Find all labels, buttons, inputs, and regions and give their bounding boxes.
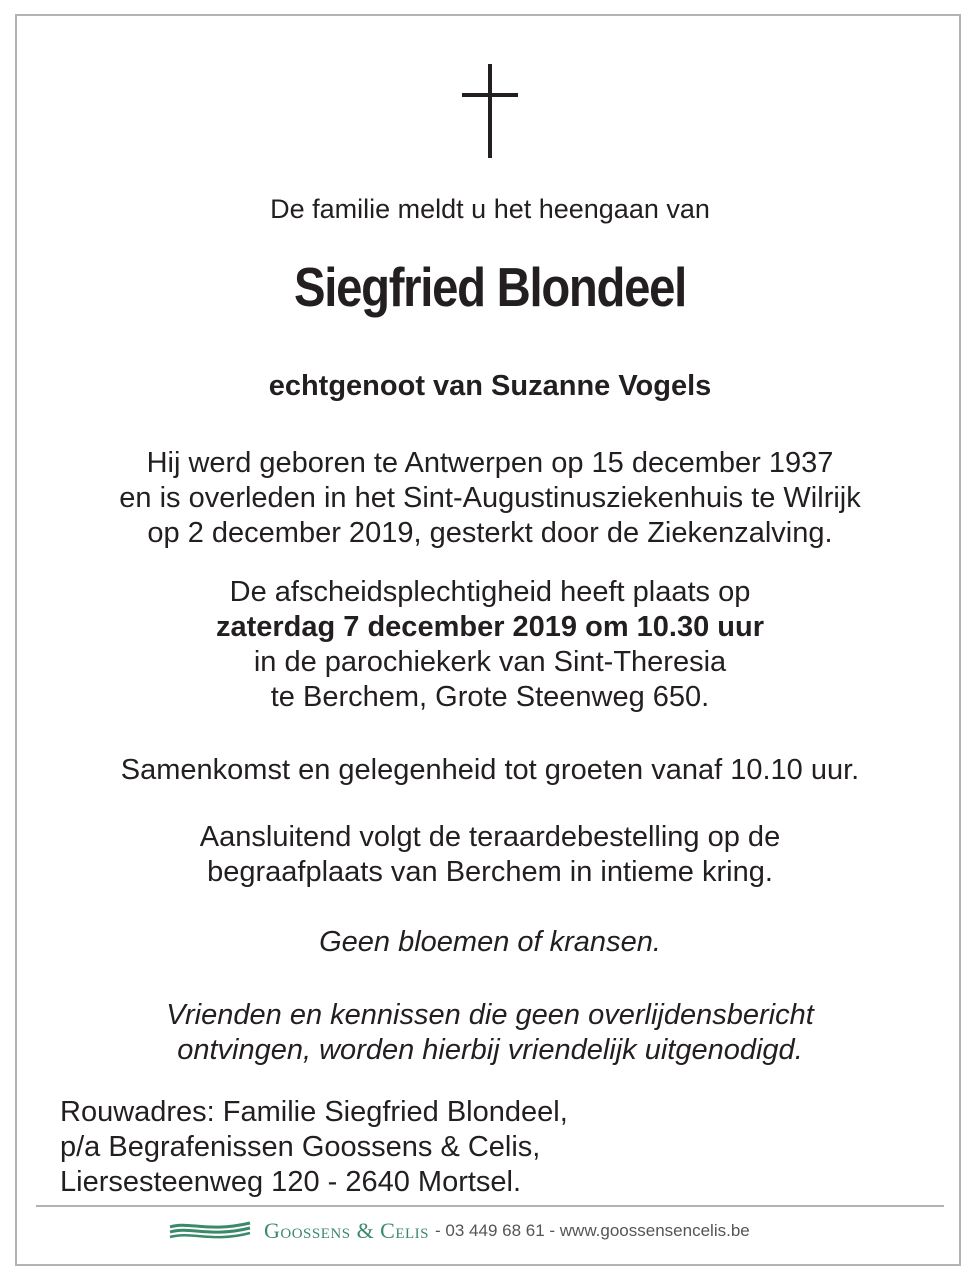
ceremony-address: te Berchem, Grote Steenweg 650. [270,681,710,713]
address-line: Liersesteenweg 120 - 2640 Mortsel. [60,1166,522,1198]
ceremony-datetime: zaterdag 7 december 2019 om 10.30 uur [215,611,765,643]
address-line: Rouwadres: Familie Siegfried Blondeel, [60,1096,568,1128]
waves-logo-icon [168,1219,252,1243]
burial-paragraph [40,820,940,890]
bio-paragraph [40,446,940,551]
bio-line: op 2 december 2019, gesterkt door de Ziekenzalving. [147,517,833,549]
burial-line: begraafplaats van Berchem in intieme kring. [207,856,773,888]
footer [168,1214,750,1248]
friends-paragraph [40,998,940,1068]
company-name: Goossens & Celis [264,1218,430,1243]
gathering-text: Samenkomst en gelegenheid tot groeten vanaf 10.10 uur. [120,754,860,786]
friends-line: ontvingen, worden hierbij vriendelijk uitgenodigd. [177,1034,803,1066]
burial-line: Aansluitend volgt de teraardebestelling op de [199,821,781,853]
spouse-text: echtgenoot van Suzanne Vogels [268,370,712,402]
ceremony-paragraph [40,575,940,715]
intro-text: De familie meldt u het heengaan van [270,194,710,224]
ceremony-location: in de parochiekerk van Sint-Theresia [253,646,727,678]
address-line: p/a Begrafenissen Goossens & Celis, [60,1131,541,1163]
no-flowers-text: Geen bloemen of kransen. [319,926,661,958]
deceased-name: Siegfried Blondeel [293,256,687,318]
mourning-address [60,1095,568,1200]
bio-line: en is overleden in het Sint-Augustinusziekenhuis te Wilrijk [119,482,861,514]
company-contact: - 03 449 68 61 - www.goossensencelis.be [435,1221,750,1240]
footer-divider [36,1205,944,1207]
ceremony-intro: De afscheidsplechtigheid heeft plaats op [229,576,751,608]
friends-line: Vrienden en kennissen die geen overlijdensbericht [166,999,814,1031]
cross-icon [462,64,518,158]
bio-line: Hij werd geboren te Antwerpen op 15 december 1937 [146,447,834,479]
